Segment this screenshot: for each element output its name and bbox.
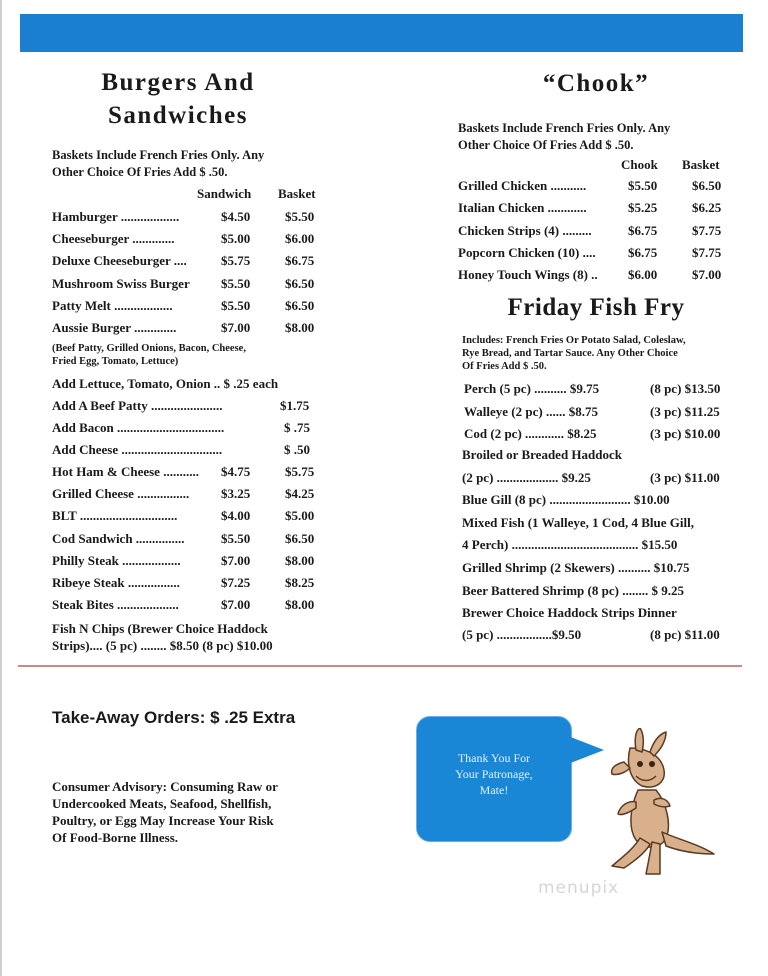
advisory-line3: Poultry, or Egg May Increase Your Risk (52, 813, 274, 828)
advisory-line4: Of Food-Borne Illness. (52, 830, 179, 845)
beer-shrimp-text: Beer Battered Shrimp (8 pc) ........ $ 9.25 (462, 583, 684, 598)
consumer-advisory (52, 778, 278, 846)
item-name: Deluxe Cheeseburger .... (52, 253, 187, 269)
fish-n-chips-line2: Strips).... (5 pc) ........ $8.50 (8 pc) $10.00 (52, 638, 273, 653)
fish-n-chips-line1: Fish N Chips (Brewer Choice Haddock (52, 621, 268, 636)
item-name: BLT .............................. (52, 508, 178, 524)
basket-price: $6.50 (692, 178, 722, 193)
item-name: Grilled Cheese ................ (52, 486, 190, 502)
basket-price: $8.00 (285, 552, 315, 568)
burgers-title-line2: Sandwiches (107, 102, 249, 129)
addon-text: Add Lettuce, Tomato, Onion .. $ .25 each (52, 376, 279, 391)
fish-item-right: (3 pc) $11.25 (650, 403, 720, 419)
basket-price: $4.25 (285, 486, 315, 502)
sandwich-price: $7.25 (221, 575, 251, 590)
kangaroo-eye (637, 761, 643, 767)
chook-note-line1: Baskets Include French Fries Only. Any (458, 121, 671, 135)
fish-fry-note (462, 334, 686, 373)
kangaroo-mascot-icon (590, 728, 720, 878)
grilled-shrimp-text: Grilled Shrimp (2 Skewers) .......... $10.75 (462, 560, 690, 575)
aussie-description (52, 342, 246, 368)
fish-item-left: Walleye (2 pc) ...... $8.75 (464, 403, 598, 419)
item-name: Ribeye Steak ................ (52, 575, 180, 590)
burgers-title-line1: Burgers And (101, 69, 255, 96)
basket-price: $7.00 (692, 267, 722, 283)
addon-text: Add A Beef Patty ...................... (52, 398, 223, 413)
sandwich-price: $7.00 (221, 552, 251, 568)
chook-title: “Chook” (542, 70, 650, 97)
takeaway-notice: Take-Away Orders: $ .25 Extra (52, 708, 296, 727)
advisory-line1: Consumer Advisory: Consuming Raw or (52, 779, 278, 794)
fish-item-left: Perch (5 pc) .......... $9.75 (464, 381, 600, 396)
item-name: Cheeseburger ............. (52, 231, 175, 247)
kangaroo-eye (649, 761, 655, 767)
sandwich-price: $5.00 (221, 231, 251, 247)
advisory-line2: Undercooked Meats, Seafood, Shellfish, (52, 796, 272, 811)
item-name: Honey Touch Wings (8) .. (458, 267, 598, 283)
sandwich-price: $7.00 (221, 597, 251, 613)
haddock-strips-title: Brewer Choice Haddock Strips Dinner (462, 605, 677, 620)
basket-price: $5.50 (285, 209, 315, 224)
section-divider (18, 665, 742, 667)
menupix-watermark: menupix (538, 878, 620, 898)
top-accent-bar (20, 14, 743, 52)
fish-n-chips (52, 620, 273, 654)
item-name: Hot Ham & Cheese ........... (52, 464, 199, 479)
chook-price: $6.75 (628, 244, 658, 260)
haddock-strips-8pc: (8 pc) $11.00 (650, 627, 720, 642)
aussie-desc-line1: (Beef Patty, Grilled Onions, Bacon, Cheese, (52, 343, 246, 354)
item-name: Italian Chicken ............ (458, 200, 587, 216)
basket-price: $6.25 (692, 200, 722, 216)
addon-price: $ .50 (284, 442, 310, 457)
bluegill-text: Blue Gill (8 pc) ......................... $10.00 (462, 492, 670, 507)
haddock-2pc: (2 pc) ................... $9.25 (462, 470, 591, 485)
fish-fry-note-line3: Of Fries Add $ .50. (462, 361, 547, 372)
basket-price: $6.50 (285, 297, 315, 313)
item-name: Cod Sandwich ............... (52, 530, 185, 546)
col-header-basket: Basket (278, 186, 316, 201)
item-name: Mushroom Swiss Burger (52, 275, 190, 291)
chook-price: $5.50 (628, 178, 658, 193)
burgers-note-line2: Other Choice Of Fries Add $ .50. (52, 165, 228, 179)
sandwich-price: $4.75 (221, 464, 251, 479)
chook-price: $6.75 (628, 222, 658, 238)
speech-bubble-text (432, 750, 556, 798)
haddock-title: Broiled or Breaded Haddock (462, 447, 622, 462)
addon-price: $1.75 (280, 398, 310, 413)
item-name: Chicken Strips (4) ......... (458, 222, 592, 238)
basket-price: $8.00 (285, 597, 315, 613)
mixed-fish-line2: 4 Perch) ....................................... $15.50 (462, 537, 678, 552)
bubble-line2: Your Patronage, (455, 767, 533, 781)
item-name: Popcorn Chicken (10) .... (458, 244, 596, 260)
bubble-line1: Thank You For (457, 751, 531, 765)
fish-fry-title: Friday Fish Fry (507, 294, 685, 321)
fish-fry-note-line2: Rye Bread, and Tartar Sauce. Any Other Choice (462, 348, 678, 359)
basket-price: $8.25 (285, 575, 315, 590)
addon-price: $ .75 (284, 420, 310, 435)
bubble-line3: Mate! (479, 783, 509, 797)
item-name: Hamburger .................. (52, 209, 180, 224)
sandwich-price: $4.00 (221, 508, 251, 524)
burgers-title (52, 66, 304, 132)
sandwich-price: $5.50 (221, 530, 251, 546)
sandwich-price: $5.50 (221, 297, 251, 313)
col-header-sandwich: Sandwich (197, 186, 252, 201)
chook-price: $6.00 (628, 267, 658, 283)
fish-item-right: (3 pc) $10.00 (650, 426, 721, 441)
haddock-strips-5pc: (5 pc) .................$9.50 (462, 627, 582, 642)
item-name: Steak Bites ................... (52, 597, 179, 613)
basket-price: $6.50 (285, 275, 315, 291)
aussie-desc-line2: Fried Egg, Tomato, Lettuce) (52, 356, 179, 367)
item-name: Patty Melt .................. (52, 297, 173, 313)
haddock-3pc: (3 pc) $11.00 (650, 470, 720, 485)
sandwich-price: $3.25 (221, 486, 251, 502)
item-name: Philly Steak .................. (52, 552, 181, 568)
fish-item-right: (8 pc) $13.50 (650, 381, 721, 396)
addon-text: Add Cheese ............................... (52, 442, 223, 457)
basket-price: $5.00 (285, 508, 315, 524)
addon-text: Add Bacon ................................. (52, 420, 225, 435)
chook-note (458, 120, 670, 154)
basket-price: $7.75 (692, 222, 722, 238)
sandwich-price: $4.50 (221, 209, 251, 224)
basket-price: $8.00 (285, 320, 315, 335)
sandwich-price: $5.75 (221, 253, 251, 269)
basket-price: $7.75 (692, 244, 722, 260)
basket-price: $6.00 (285, 231, 315, 247)
col-header-chook-basket: Basket (682, 157, 720, 172)
item-name: Aussie Burger ............. (52, 320, 177, 335)
mixed-fish-line1: Mixed Fish (1 Walleye, 1 Cod, 4 Blue Gill, (462, 515, 694, 530)
chook-price: $5.25 (628, 200, 658, 216)
sandwich-price: $7.00 (221, 320, 251, 335)
fish-item-left: Cod (2 pc) ............ $8.25 (464, 426, 597, 441)
basket-price: $5.75 (285, 464, 315, 479)
basket-price: $6.50 (285, 530, 315, 546)
burgers-note (52, 147, 264, 181)
fish-fry-note-line1: Includes: French Fries Or Potato Salad, Coleslaw, (462, 335, 686, 346)
sandwich-price: $5.50 (221, 275, 251, 291)
basket-price: $6.75 (285, 253, 315, 269)
chook-note-line2: Other Choice Of Fries Add $ .50. (458, 138, 634, 152)
burgers-note-line1: Baskets Include French Fries Only. Any (52, 148, 265, 162)
item-name: Grilled Chicken ........... (458, 178, 587, 193)
col-header-chook: Chook (621, 157, 658, 172)
